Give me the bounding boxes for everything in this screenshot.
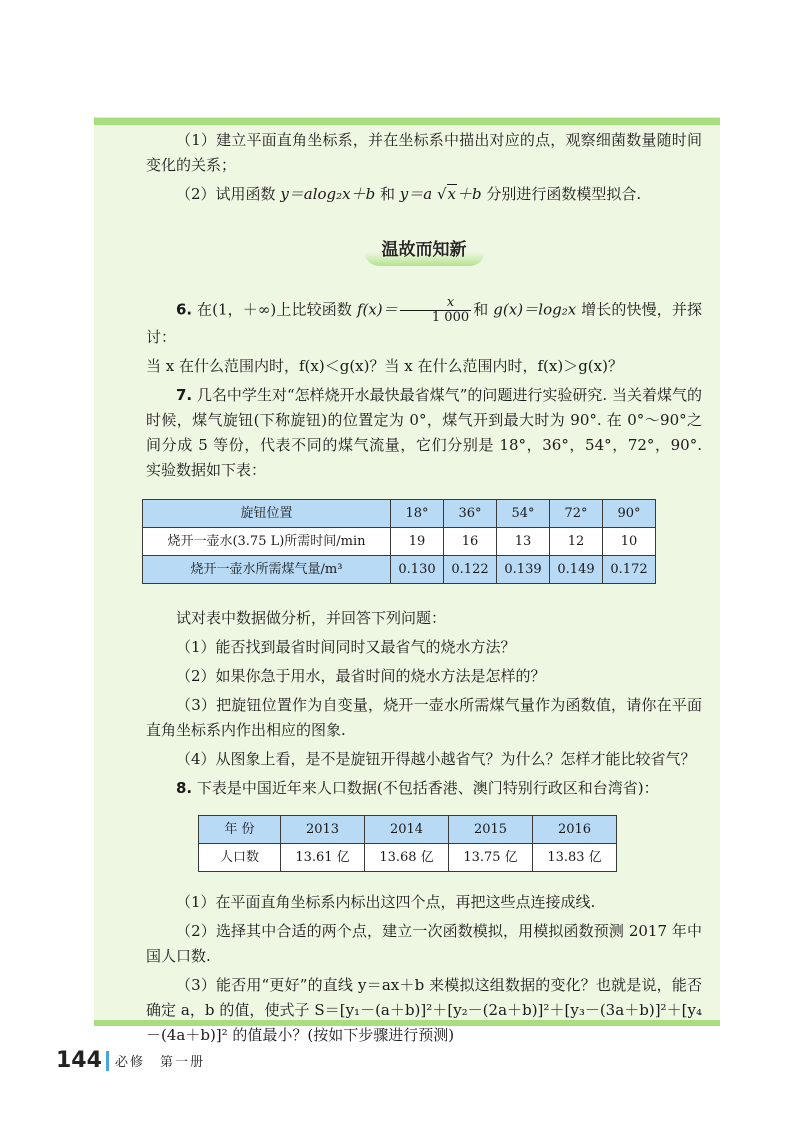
q7-4: （4）从图象上看，是不是旋钮开得越小越省气？为什么？怎样才能比较省气？ — [176, 750, 696, 768]
sqrt-radicand: x — [447, 185, 457, 203]
table-row — [199, 844, 617, 872]
section-title: 温故而知新 — [364, 235, 485, 266]
year-cell: 2014 — [365, 816, 449, 844]
problem-6-text-b: 和 — [473, 300, 494, 319]
time-cell: 12 — [550, 528, 603, 556]
page-footer — [56, 1048, 205, 1073]
table-row — [143, 556, 656, 584]
population-cell: 13.61 亿 — [281, 844, 365, 872]
year-label: 年 份 — [199, 816, 281, 844]
table-row — [143, 500, 656, 528]
page-number: 144 — [56, 1048, 102, 1073]
page-number-marker — [106, 1051, 109, 1071]
section-heading — [146, 235, 702, 266]
gas-table — [142, 499, 656, 584]
year-cell: 2016 — [533, 816, 617, 844]
page-content — [146, 128, 702, 1052]
book-title: 必修 第一册 — [114, 1055, 205, 1070]
q7-2: （2）如果你急于用水，最省时间的烧水方法是怎样的？ — [176, 667, 546, 685]
problem-6-fx: f(x)＝ — [356, 300, 398, 319]
row-label-position: 旋钮位置 — [143, 500, 391, 528]
problem-6 — [146, 296, 702, 350]
intro-q2-suffix: 分别进行函数模型拟合. — [481, 185, 642, 203]
population-cell: 13.75 亿 — [449, 844, 533, 872]
formula-sqrt-post: ＋b — [457, 185, 482, 203]
intro-q2 — [146, 182, 702, 207]
problem-7-number: 7. — [176, 386, 193, 404]
position-cell: 36° — [444, 500, 497, 528]
position-cell: 72° — [550, 500, 603, 528]
fraction-denominator: 1 000 — [431, 310, 470, 325]
problem-7-text: 几名中学生对“怎样烧开水最快最省煤气”的问题进行实验研究. 当关着煤气的时候，煤气旋钮(下称旋钮)的位置定为 0°，煤气开到最大时为 90°. 在 0°～90°之间分成 5 等份，代表不同的煤气流量，它们分别是 18°，36°，54°，72°，90°. 实验数据如下表： — [146, 386, 702, 479]
problem-8-text: 下表是中国近年来人口数据(不包括香港、澳门特别行政区和台湾省)： — [192, 779, 659, 797]
formula-log: y＝alog₂x＋b — [280, 185, 376, 203]
year-cell: 2013 — [281, 816, 365, 844]
q8-2: （2）选择其中合适的两个点，建立一次函数模拟，用模拟函数预测 2017 年中国人口数. — [146, 922, 702, 965]
intro-q2-prefix: （2）试用函数 — [176, 185, 281, 203]
q8-3: （3）能否用“更好”的直线 y＝ax＋b 来模拟这组数据的变化？也就是说，能否确定 a，b 的值，使式子 S＝[y₁－(a＋b)]²＋[y₂－(2a＋b)]²＋[y₃－(3a＋b)]²＋[y₄－(4a＋b)]² 的值最小？(按如下步骤进行预测) — [146, 976, 702, 1044]
problem-6-line2: 当 x 在什么范围内时，f(x)＜g(x)？当 x 在什么范围内时，f(x)＞g(x)？ — [146, 357, 623, 375]
population-cell: 13.68 亿 — [365, 844, 449, 872]
row-label-time: 烧开一壶水(3.75 L)所需时间/min — [143, 528, 391, 556]
q7-1: （1）能否找到最省时间同时又最省气的烧水方法？ — [176, 638, 516, 656]
problem-8-number: 8. — [176, 779, 193, 797]
q7-3: （3）把旋钮位置作为自变量，烧开一壶水所需煤气量作为函数值，请你在平面直角坐标系内作出相应的图象. — [146, 696, 702, 739]
intro-q2-mid: 和 — [375, 185, 400, 203]
row-label-gas: 烧开一壶水所需煤气量/m³ — [143, 556, 391, 584]
gas-cell: 0.139 — [497, 556, 550, 584]
gas-cell: 0.122 — [444, 556, 497, 584]
fraction — [400, 296, 471, 325]
position-cell: 54° — [497, 500, 550, 528]
intro-q1: （1）建立平面直角坐标系，并在坐标系中描出对应的点，观察细菌数量随时间变化的关系； — [146, 131, 702, 174]
gas-cell: 0.149 — [550, 556, 603, 584]
position-cell: 90° — [603, 500, 656, 528]
position-cell: 18° — [391, 500, 444, 528]
gas-cell: 0.172 — [603, 556, 656, 584]
gas-table-wrap — [142, 499, 698, 584]
population-table — [198, 815, 617, 872]
q8-1: （1）在平面直角坐标系内标出这四个点，再把这些点连接成线. — [176, 893, 596, 911]
problem-7 — [146, 383, 702, 483]
time-cell: 16 — [444, 528, 497, 556]
problem-6-number: 6. — [176, 300, 193, 319]
sqrt-symbol: √x — [436, 185, 457, 203]
population-table-wrap — [198, 815, 754, 872]
problem-6-gx: g(x)＝log₂x — [493, 300, 577, 319]
year-cell: 2015 — [449, 816, 533, 844]
population-cell: 13.83 亿 — [533, 844, 617, 872]
population-label: 人口数 — [199, 844, 281, 872]
formula-sqrt — [400, 184, 482, 203]
time-cell: 13 — [497, 528, 550, 556]
table-row — [143, 528, 656, 556]
formula-sqrt-pre: y＝a — [399, 185, 437, 203]
problem-8 — [146, 776, 702, 801]
fraction-numerator: x — [400, 296, 471, 311]
q7-lead: 试对表中数据做分析，并回答下列问题： — [176, 609, 447, 627]
table-row — [199, 816, 617, 844]
problem-6-text-a: 在(1，＋∞)上比较函数 — [192, 300, 357, 319]
time-cell: 19 — [391, 528, 444, 556]
gas-cell: 0.130 — [391, 556, 444, 584]
time-cell: 10 — [603, 528, 656, 556]
problem-6-text-c: 增长的快慢，并探讨： — [146, 300, 702, 346]
